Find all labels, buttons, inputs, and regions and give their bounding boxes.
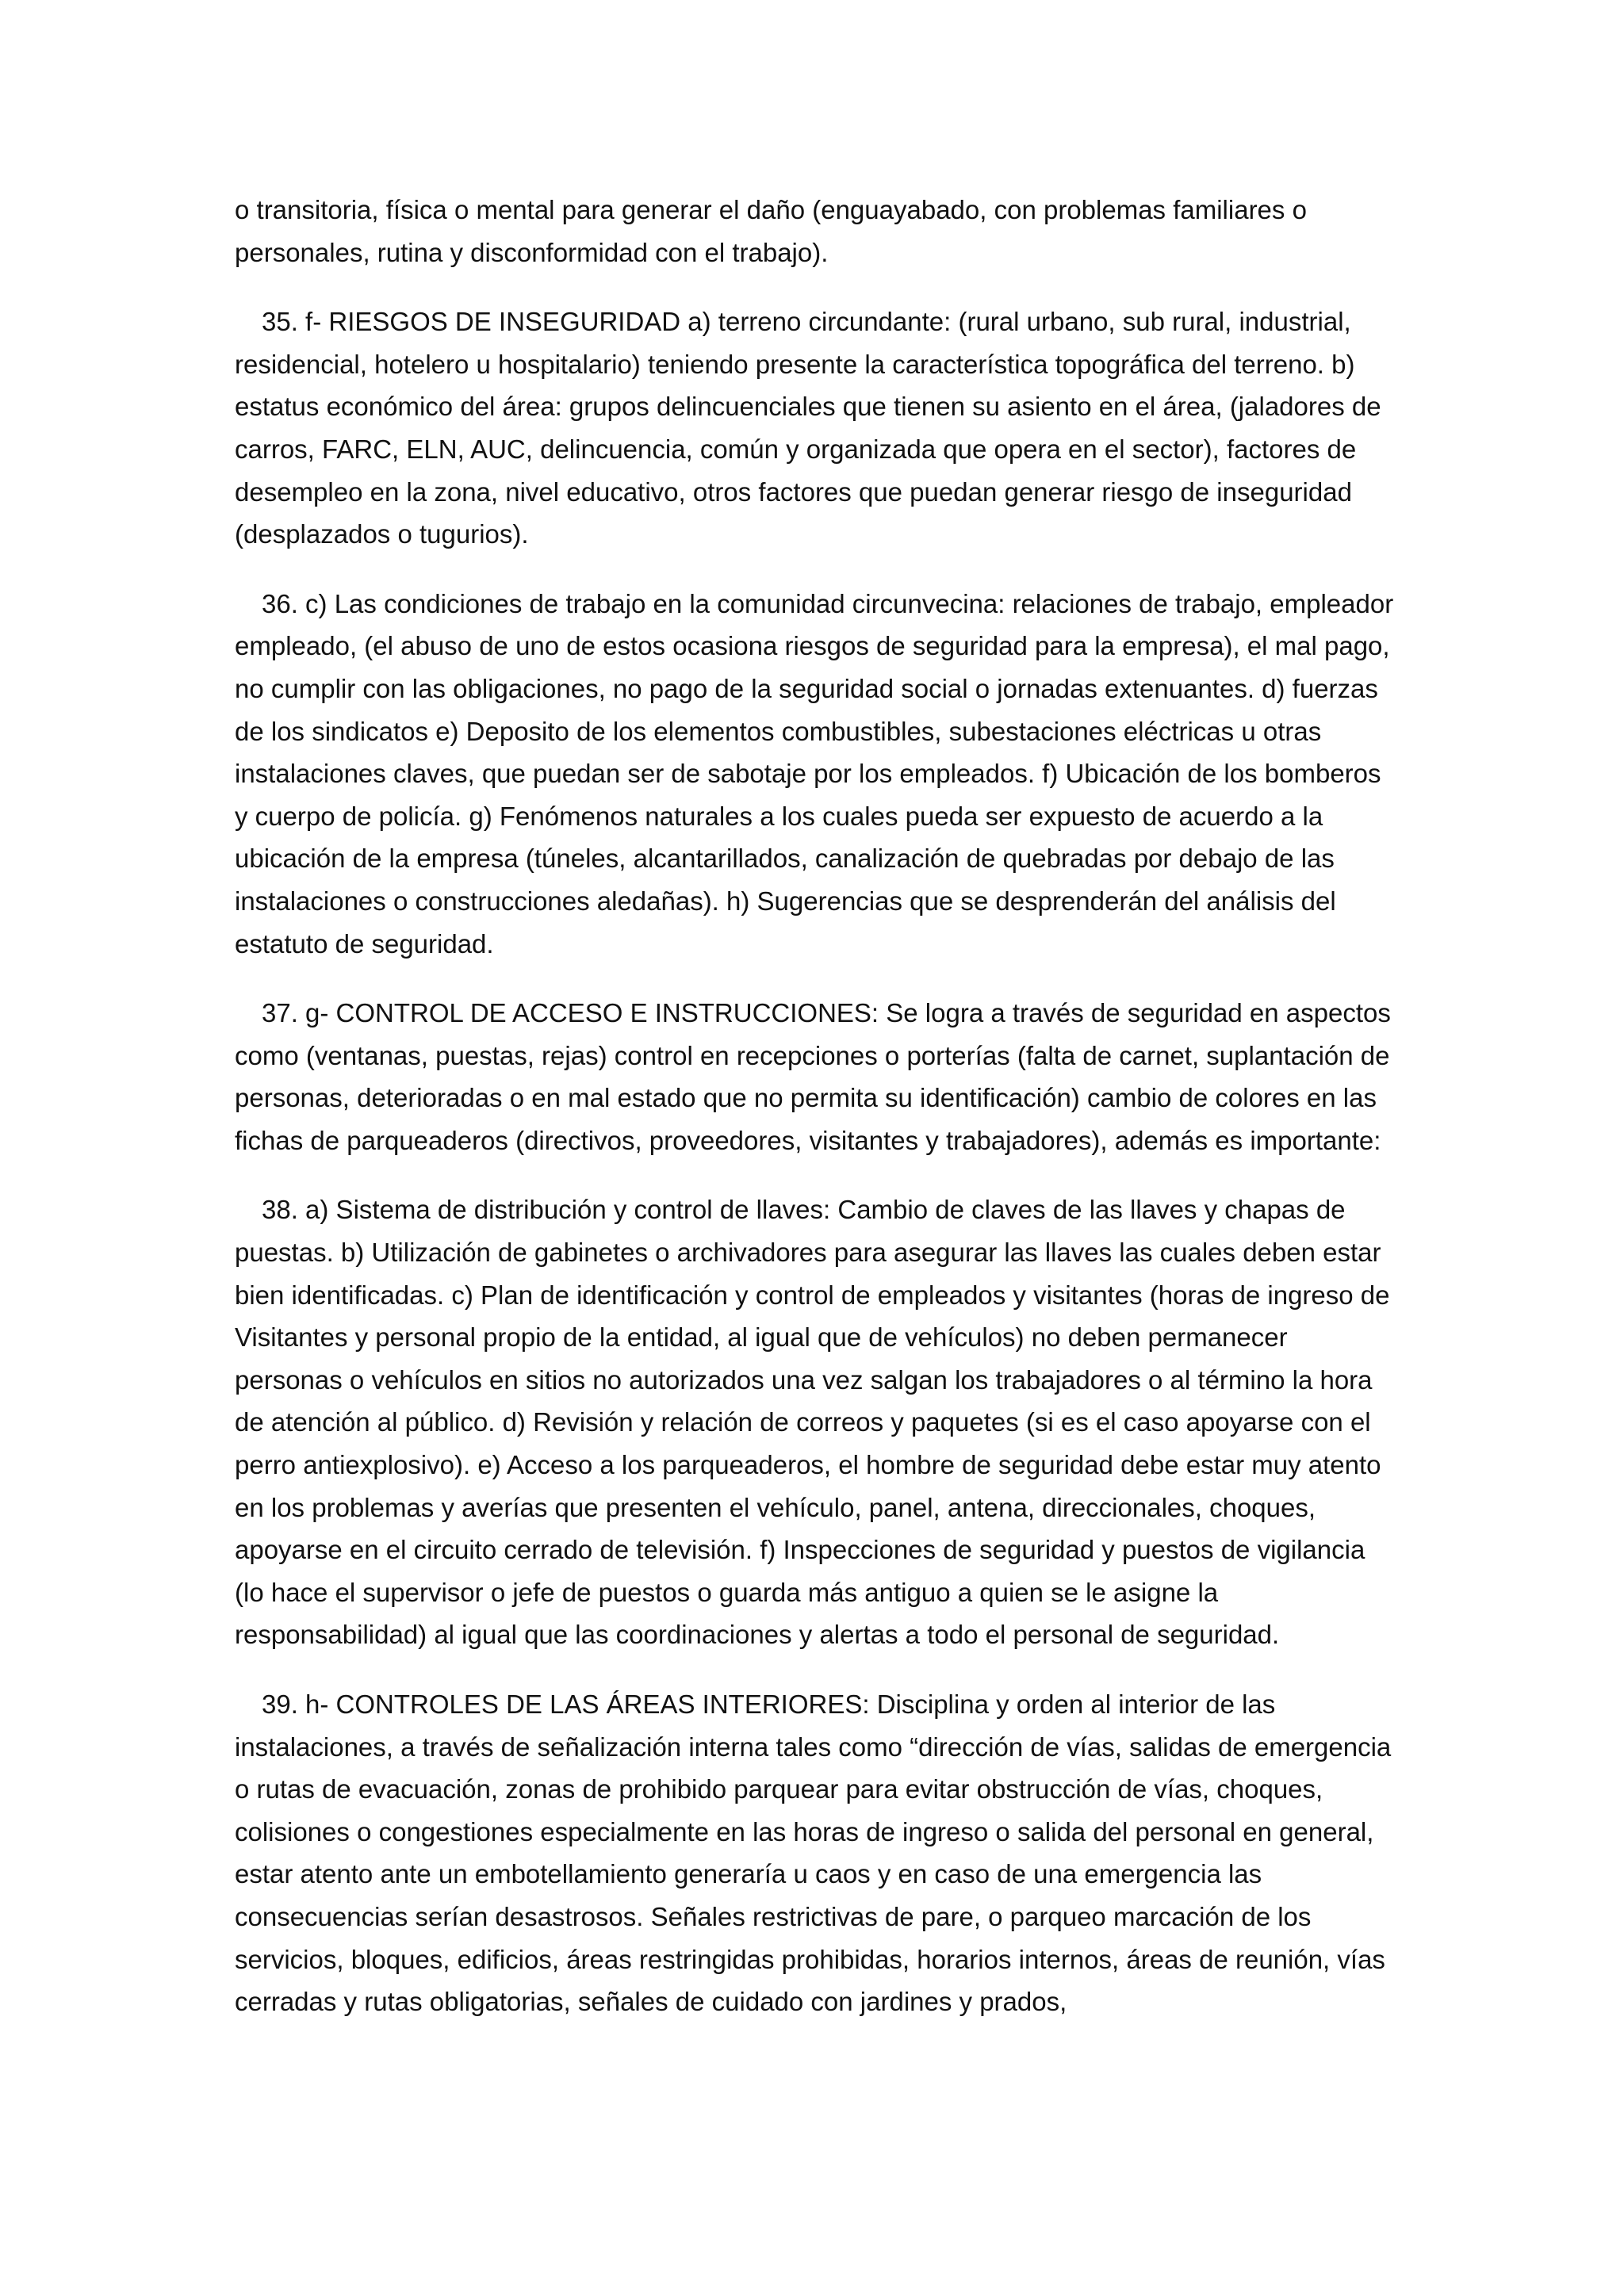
paragraph-number-label: 36.	[262, 588, 298, 618]
document-body	[235, 189, 1400, 2050]
paragraph-continuation	[235, 189, 1400, 274]
paragraph-39	[235, 1683, 1400, 2023]
paragraph-text: c) Las condiciones de trabajo en la comunidad circunvecina: relaciones de trabajo, empleador empleado, (el abuso de uno de estos ocasiona riesgos de seguridad para la empresa), el mal pago, no cumplir con las obligaciones, no pago de la seguridad social o jornadas extenuantes. d) fuerzas de los sindicatos e) Deposito de los elementos combustibles, subestaciones eléctricas u otras instalaciones claves, que puedan ser de sabotaje por los empleados. f) Ubicación de los bomberos y cuerpo de policía. g) Fenómenos naturales a los cuales pueda ser expuesto de acuerdo a la ubicación de la empresa (túneles, alcantarillados, canalización de quebradas por debajo de las instalaciones o construcciones aledañas). h) Sugerencias que se desprenderán del análisis del estatuto de seguridad.	[235, 588, 1394, 959]
paragraph-number-label: 37.	[262, 998, 298, 1028]
paragraph-text: f- RIESGOS DE INSEGURIDAD a) terreno circundante: (rural urbano, sub rural, industrial, residencial, hotelero u hospitalario) teniendo presente la característica topográfica del terreno. b) estatus económico del área: grupos delincuenciales que tienen su asiento en el área, (jaladores de carros, FARC, ELN, AUC, delincuencia, común y organizada que opera en el sector), factores de desempleo en la zona, nivel educativo, otros factores que puedan generar riesgo de inseguridad (desplazados o tugurios).	[235, 307, 1381, 549]
paragraph-text: o transitoria, física o mental para generar el daño (enguayabado, con problemas familiares o personales, rutina y disconformidad con el trabajo).	[235, 195, 1307, 267]
paragraph-36	[235, 583, 1400, 965]
paragraph-35	[235, 300, 1400, 556]
paragraph-number-label: 35.	[262, 307, 298, 337]
paragraph-text: g- CONTROL DE ACCESO E INSTRUCCIONES: Se logra a través de seguridad en aspectos como (ventanas, puestas, rejas) control en recepciones o porterías (falta de carnet, suplantación de personas, deterioradas o en mal estado que no permita su identificación) cambio de colores en las fichas de parqueaderos (directivos, proveedores, visitantes y trabajadores), además es importante:	[235, 998, 1391, 1155]
paragraph-number-label: 39.	[262, 1689, 298, 1719]
paragraph-37	[235, 992, 1400, 1161]
paragraph-text: h- CONTROLES DE LAS ÁREAS INTERIORES: Disciplina y orden al interior de las instalaciones, a través de señalización interna tales como “dirección de vías, salidas de emergencia o rutas de evacuación, zonas de prohibido parquear para evitar obstrucción de vías, choques, colisiones o congestiones especialmente en las horas de ingreso o salida del personal en general, estar atento ante un embotellamiento generaría u caos y en caso de una emergencia las consecuencias serían desastrosos. Señales restrictivas de pare, o parqueo marcación de los servicios, bloques, edificios, áreas restringidas prohibidas, horarios internos, áreas de reunión, vías cerradas y rutas obligatorias, señales de cuidado con jardines y prados,	[235, 1689, 1392, 2017]
paragraph-text: a) Sistema de distribución y control de llaves: Cambio de claves de las llaves y chapas de puestas. b) Utilización de gabinetes o archivadores para asegurar las llaves las cuales deben estar bien identificadas. c) Plan de identificación y control de empleados y visitantes (horas de ingreso de Visitantes y personal propio de la entidad, al igual que de vehículos) no deben permanecer personas o vehículos en sitios no autorizados una vez salgan los trabajadores o al término la hora de atención al público. d) Revisión y relación de correos y paquetes (si es el caso apoyarse con el perro antiexplosivo). e) Acceso a los parqueaderos, el hombre de seguridad debe estar muy atento en los problemas y averías que presenten el vehículo, panel, antena, direccionales, choques, apoyarse en el circuito cerrado de televisión. f) Inspecciones de seguridad y puestos de vigilancia (lo hace el supervisor o jefe de puestos o guarda más antiguo a quien se le asigne la responsabilidad) al igual que las coordinaciones y alertas a todo el personal de seguridad.	[235, 1195, 1390, 1650]
paragraph-38	[235, 1188, 1400, 1656]
paragraph-number-label: 38.	[262, 1195, 298, 1225]
